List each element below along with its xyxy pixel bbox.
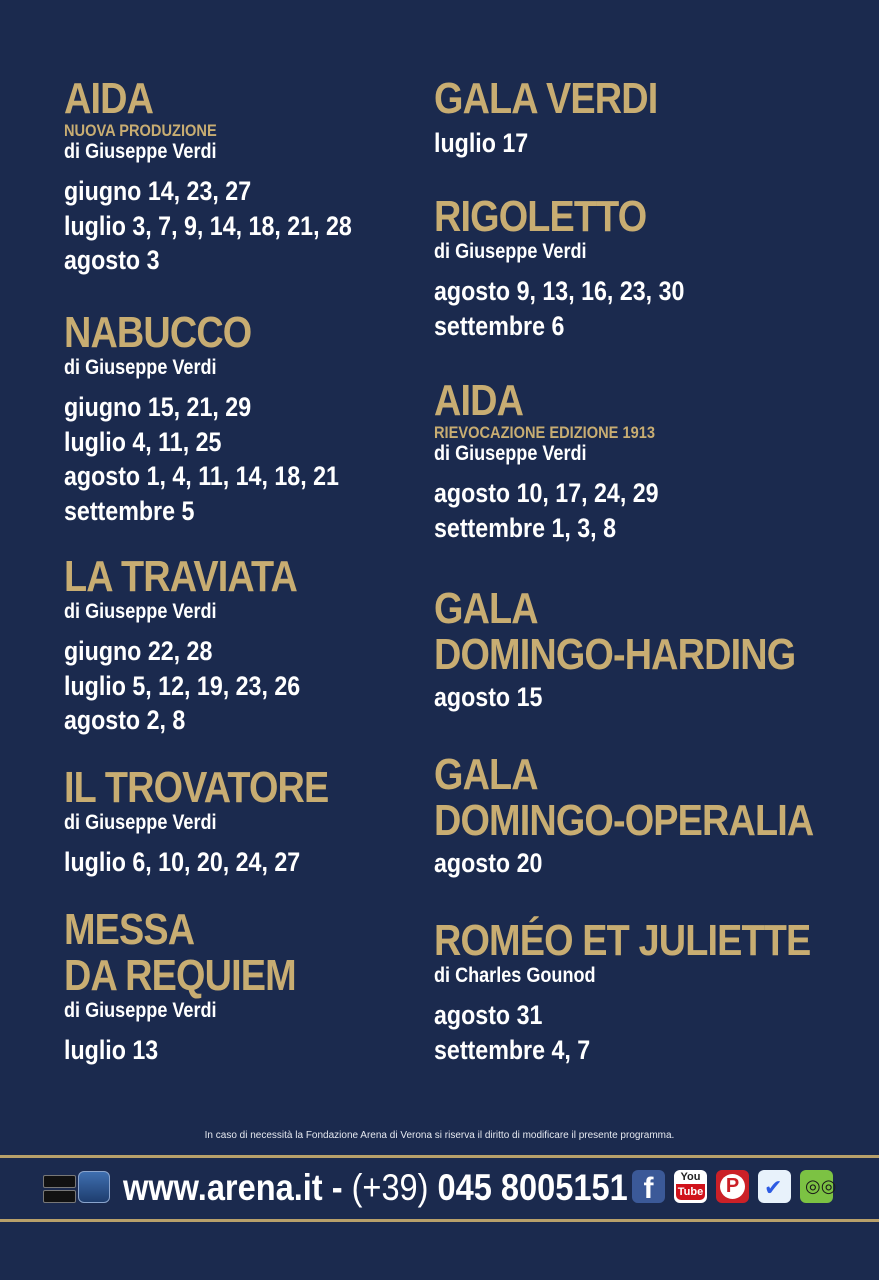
event-title: DA REQUIEM xyxy=(64,951,296,1000)
event-aida-1913 xyxy=(434,378,695,545)
event-dates xyxy=(434,846,875,881)
youtube-icon-bottom: Tube xyxy=(677,1186,704,1198)
event-nabucco xyxy=(64,310,384,528)
event-dates xyxy=(434,476,695,545)
date-line: settembre 5 xyxy=(64,495,195,526)
date-line: settembre 1, 3, 8 xyxy=(434,512,616,543)
date-line: luglio 6, 10, 20, 24, 27 xyxy=(64,847,301,877)
store-badges xyxy=(43,1175,76,1205)
date-line: luglio 17 xyxy=(434,128,529,158)
date-line: agosto 31 xyxy=(434,1000,543,1030)
event-title: ROMÉO ET JULIETTE xyxy=(434,916,811,965)
event-aida-nuova xyxy=(64,76,399,278)
phone-number[interactable]: 045 8005151 xyxy=(428,1167,628,1208)
event-subtitle: RIEVOCAZIONE EDIZIONE 1913 xyxy=(434,423,655,442)
date-line: luglio 3, 7, 9, 14, 18, 21, 28 xyxy=(64,210,352,241)
event-dates xyxy=(64,174,399,278)
pinterest-icon[interactable]: P xyxy=(716,1170,749,1203)
event-gala-domingo-harding xyxy=(434,586,854,715)
facebook-icon[interactable]: f xyxy=(632,1170,665,1203)
website-link[interactable]: www.arena.it xyxy=(123,1167,323,1208)
youtube-icon[interactable] xyxy=(674,1170,707,1203)
event-title: IL TROVATORE xyxy=(64,763,329,812)
footer-rule-bottom xyxy=(0,1219,879,1222)
event-dates xyxy=(434,680,854,715)
event-dates xyxy=(434,274,725,343)
date-line: agosto 9, 13, 16, 23, 30 xyxy=(434,276,685,306)
youtube-icon-top: You xyxy=(680,1171,701,1183)
event-dates xyxy=(434,126,694,161)
date-line: agosto 2, 8 xyxy=(64,705,186,735)
separator: - xyxy=(322,1167,352,1208)
date-line: giugno 22, 28 xyxy=(64,636,213,666)
date-line: luglio 13 xyxy=(64,1035,159,1065)
event-composer: di Giuseppe Verdi xyxy=(64,811,217,834)
event-composer: di Giuseppe Verdi xyxy=(64,600,217,623)
event-composer: di Charles Gounod xyxy=(434,964,596,987)
event-composer: di Giuseppe Verdi xyxy=(64,356,217,379)
contact-line xyxy=(123,1166,628,1210)
footer-bar xyxy=(0,1158,879,1218)
event-composer: di Giuseppe Verdi xyxy=(434,240,587,263)
event-la-traviata xyxy=(64,554,339,738)
event-title: GALA xyxy=(434,750,538,799)
event-composer: di Giuseppe Verdi xyxy=(434,442,587,465)
arena-app-icon[interactable] xyxy=(78,1171,110,1203)
phone-prefix: (+39) xyxy=(351,1167,429,1208)
date-line: agosto 1, 4, 11, 14, 18, 21 xyxy=(64,461,339,491)
tripadvisor-icon[interactable]: ◎◎ xyxy=(800,1170,833,1203)
date-line: agosto 3 xyxy=(64,245,160,275)
event-dates xyxy=(434,998,872,1067)
event-title: DOMINGO-HARDING xyxy=(434,630,796,679)
event-title: RIGOLETTO xyxy=(434,192,647,241)
date-line: settembre 6 xyxy=(434,310,565,341)
event-title: NABUCCO xyxy=(64,308,252,357)
date-line: luglio 5, 12, 19, 23, 26 xyxy=(64,670,301,701)
foursquare-icon[interactable]: ✔ xyxy=(758,1170,791,1203)
date-line: agosto 20 xyxy=(434,848,543,878)
event-gala-verdi xyxy=(434,76,694,161)
event-dates xyxy=(64,845,371,880)
event-romeo-et-juliette xyxy=(434,918,872,1067)
date-line: agosto 10, 17, 24, 29 xyxy=(434,478,659,508)
event-title: DOMINGO-OPERALIA xyxy=(434,796,814,845)
disclaimer: In caso di necessità la Fondazione Arena di Verona si riserva il diritto di modificare il presente programma. xyxy=(204,1130,675,1141)
event-title: MESSA xyxy=(64,905,195,954)
event-gala-domingo-operalia xyxy=(434,752,875,881)
date-line: agosto 15 xyxy=(434,682,543,712)
date-line: settembre 4, 7 xyxy=(434,1034,591,1065)
event-composer: di Giuseppe Verdi xyxy=(64,999,217,1022)
event-title: AIDA xyxy=(64,74,154,123)
event-title: GALA VERDI xyxy=(434,74,658,123)
app-store-icon[interactable] xyxy=(43,1175,76,1188)
event-subtitle: NUOVA PRODUZIONE xyxy=(64,121,217,140)
event-rigoletto xyxy=(434,194,725,343)
google-play-icon[interactable] xyxy=(43,1190,76,1203)
date-line: giugno 14, 23, 27 xyxy=(64,176,252,206)
event-dates xyxy=(64,390,384,528)
event-il-trovatore xyxy=(64,765,371,880)
event-title: LA TRAVIATA xyxy=(64,552,297,601)
event-messa-da-requiem xyxy=(64,907,334,1068)
event-dates xyxy=(64,634,339,738)
event-title: GALA xyxy=(434,584,538,633)
event-dates xyxy=(64,1033,334,1068)
date-line: giugno 15, 21, 29 xyxy=(64,392,252,422)
event-composer: di Giuseppe Verdi xyxy=(64,140,217,163)
event-title: AIDA xyxy=(434,376,524,425)
date-line: luglio 4, 11, 25 xyxy=(64,426,222,457)
